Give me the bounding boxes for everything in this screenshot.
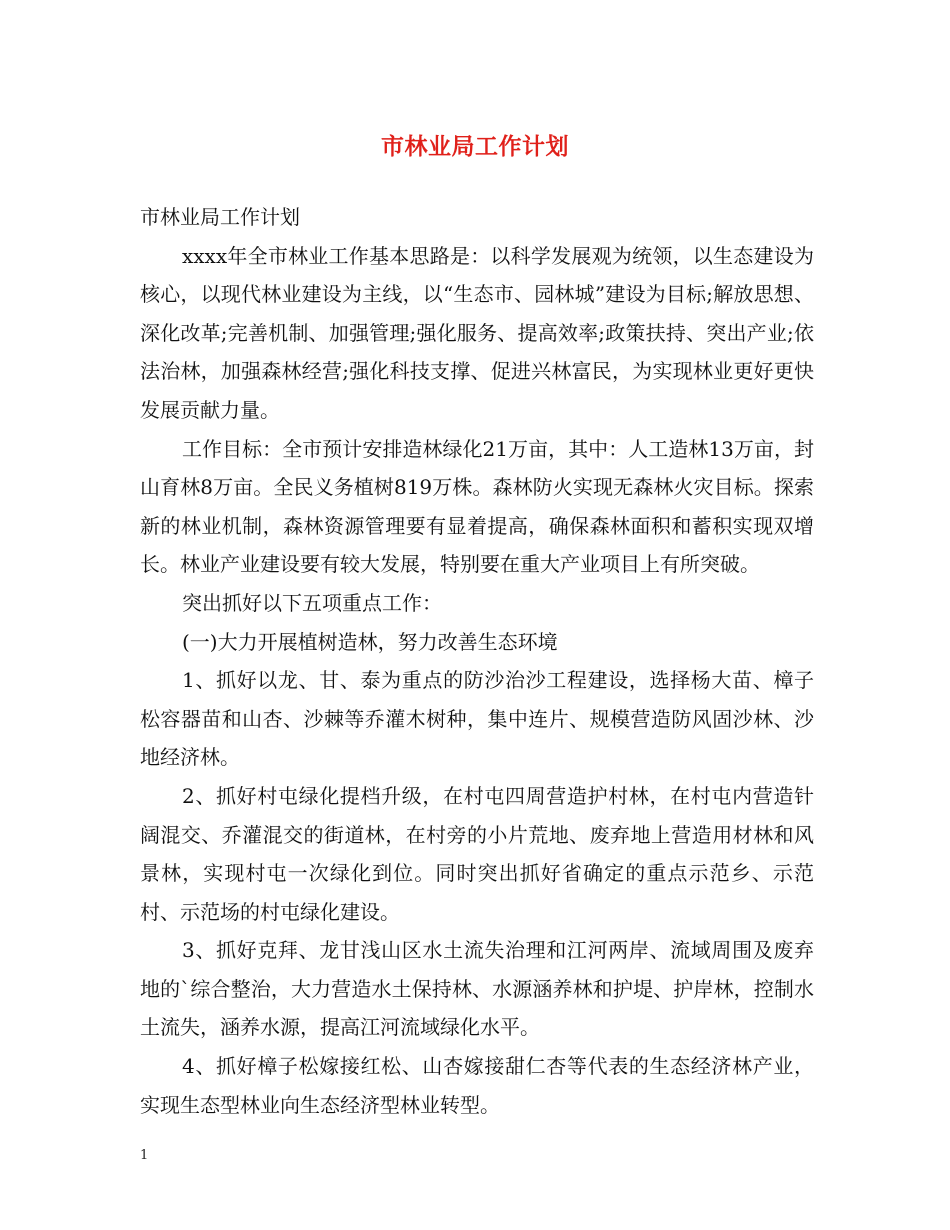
document-title: 市林业局工作计划 xyxy=(381,133,569,160)
list-item-2: 2、抓好村屯绿化提档升级，在村屯四周营造护村林，在村屯内营造针阔混交、乔灌混交的街道林，在村旁的小片荒地、废弃地上营造用材林和风景林，实现村屯一次绿化到位。同时突出抓好省确定的重点示范乡、示范村、示范场的村屯绿化建设。 xyxy=(140,783,814,924)
paragraph-basic-approach: xxxx年全市林业工作基本思路是：以科学发展观为统领，以生态建设为核心，以现代林业建设为主线，以“生态市、园林城”建设为目标;解放思想、深化改革;完善机制、加强管理;强化服务、提高效率;政策扶持、突出产业;依法治林，加强森林经营;强化科技支撑、促进兴林富民，为实现林业更好更快发展贡献力量。 xyxy=(140,243,814,422)
section-heading-1: (一)大力开展植树造林，努力改善生态环境 xyxy=(182,629,558,654)
page-number: 1 xyxy=(140,1148,149,1163)
document-body xyxy=(140,198,814,1124)
paragraph-work-goals: 工作目标：全市预计安排造林绿化21万亩，其中：人工造林13万亩，封山育林8万亩。全民义务植树819万株。森林防火实现无森林火灾目标。探索新的林业机制，森林资源管理要有显着提高，确保森林面积和蓄积实现双增长。林业产业建设要有较大发展，特别要在重大产业项目上有所突破。 xyxy=(140,436,814,577)
body-heading: 市林业局工作计划 xyxy=(140,205,300,229)
list-item-3: 3、抓好克拜、龙甘浅山区水土流失治理和江河两岸、流域周围及废弃地的`综合整治，大力营造水土保持林、水源涵养林和护堤、护岸林，控制水土流失，涵养水源，提高江河流域绿化水平。 xyxy=(140,938,814,1040)
paragraph-key-tasks-intro: 突出抓好以下五项重点工作： xyxy=(182,590,442,615)
list-item-1: 1、抓好以龙、甘、泰为重点的防沙治沙工程建设，选择杨大苗、樟子松容器苗和山杏、沙棘等乔灌木树种，集中连片、规模营造防风固沙林、沙地经济林。 xyxy=(140,668,814,770)
list-item-4: 4、抓好樟子松嫁接红松、山杏嫁接甜仁杏等代表的生态经济林产业，实现生态型林业向生态经济型林业转型。 xyxy=(140,1054,814,1117)
